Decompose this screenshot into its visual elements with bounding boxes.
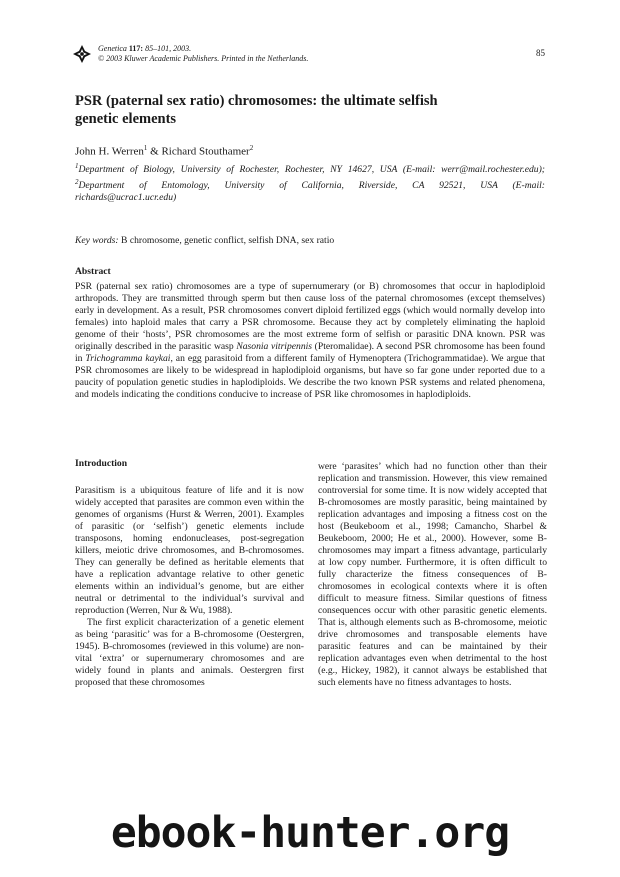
species-name: Trichogramma kaykai	[85, 353, 171, 364]
introduction-heading: Introduction	[75, 458, 128, 469]
affiliation-marker: 2	[75, 178, 79, 187]
author-name: John H. Werren	[75, 145, 144, 158]
abstract-heading: Abstract	[75, 266, 111, 277]
paragraph: The first explicit characterization of a genetic element as being ‘parasitic’ was for a B-chromosome (Oestergren, 1945). B-chromosomes (reviewed in this volume) are non-vital ‘extra’ or supernumerary chromosomes and are widely found in plants and animals. Oestergren first proposed that these chromosomes	[75, 617, 304, 688]
affiliations	[75, 160, 545, 204]
abstract-text: PSR (paternal sex ratio) chromosomes are a type of supernumerary (or B) chromosomes that occur in haplodiploid arthropods. They are transmitted through sperm but then cause loss of the paternal chromosomes (except themselves) early in development. As a result, PSR chromosomes convert diploid fertilized eggs (which would normally develop into females) into haploid males that carry a PSR chromosome. Because they act by completely eliminating the haploid genome of their ‘hosts’, PSR chromosomes are the most extreme form of selfish or parasitic DNA known. PSR was originally described in the parasitic wasp Nasonia vitripennis (Pteromalidae). A second PSR chromosome has been found in Trichogramma kaykai, an egg parasitoid from a different family of Hymenoptera (Trichogrammatidae). We argue that PSR chromosomes are likely to be widespread in haplodiploid organisms, but have so far gone under reported due to a paucity of population genetic studies in haplodiploids. We describe the two known PSR systems and related phenomena, and models indicating the conditions conducive to increase of PSR like chromosomes in haplodiploids.	[75, 281, 545, 400]
article-title	[75, 92, 545, 128]
page-number: 85	[536, 48, 545, 58]
species-name: Nasonia vitripennis	[236, 341, 313, 352]
affiliation-line: $^1$Department of Biology, University of Rochester, Rochester, NY 14627, USA (E-mail: werr@mail.rochester.edu);	[75, 162, 545, 176]
title-line: genetic elements	[75, 111, 177, 127]
keywords-label: Key words:	[75, 235, 119, 246]
affiliation-marker: 1	[75, 162, 79, 170]
copyright: © 2003 Kluwer Academic Publishers. Printed in the Netherlands.	[98, 54, 309, 63]
keywords-text: B chromosome, genetic conflict, selfish DNA, sex ratio	[121, 235, 335, 246]
author-separator: &	[147, 145, 162, 158]
journal-pages: 85–101, 2003.	[145, 44, 192, 53]
watermark: ebook-hunter.org	[110, 808, 510, 858]
affiliation-marker: 2	[249, 144, 254, 152]
paragraph: Parasitism is a ubiquitous feature of life and it is now widely accepted that parasites are common even within the genomes of organisms (Hurst & Werren, 2001). Examples of parasitic (or ‘selfish’) genetic elements include transposons, homing endonucleases, post-segregation killers, meiotic drive chromosomes, and B-chromosomes. They can generally be defined as heritable elements that have a replication advantage relative to other genetic elements within an individual’s genome, but are either neutral or detrimental to the individual’s survival and reproduction (Werren, Nur & Wu, 1988).	[75, 485, 304, 616]
column-left	[75, 458, 304, 689]
affiliation-marker: 1	[143, 144, 148, 152]
title-line: PSR (paternal sex ratio) chromosomes: the ultimate selfish	[75, 93, 438, 109]
column-right	[318, 461, 547, 689]
journal-citation	[98, 44, 308, 64]
journal-volume: 117:	[128, 44, 144, 53]
author-name: Richard Stouthamer	[161, 145, 250, 158]
journal-name: Genetica	[98, 44, 127, 53]
keywords	[75, 235, 334, 246]
authors	[75, 144, 253, 158]
paragraph: were ‘parasites’ which had no function other than their replication and transmission. However, this view remained controversial for some time. It is now widely accepted that B-chromosomes are mostly parasitic, being maintained by replication advantages and imposing a fitness cost on the host (Beukeboom et al., 1998; Camancho, Sharbel & Beukeboom, 2000; He et al., 2000). However, some B-chromosomes may impart a fitness advantage, particularly at low copy number. Furthermore, it is often difficult to fully characterize the fitness consequences of B-chromosomes in ecological contexts where it is often difficult to measure fitness. Similar questions of fitness consequences occur with other parasitic genetic elements. That is, although elements such as B-chromosome, meiotic drive chromosomes and transposable elements have parasitic features and can be maintained by their replication advantages even when detrimental to the host (e.g., Hickey, 1982), it cannot always be established that such elements have no fitness advantages to hosts.	[318, 461, 547, 688]
affiliation-line: richards@ucrac1.ucr.edu)	[75, 192, 177, 204]
publisher-logo-icon	[73, 45, 91, 63]
affiliation-line: $^2$Department of Entomology, University of California, Riverside, CA 92521, USA (E-mail:	[75, 178, 545, 192]
